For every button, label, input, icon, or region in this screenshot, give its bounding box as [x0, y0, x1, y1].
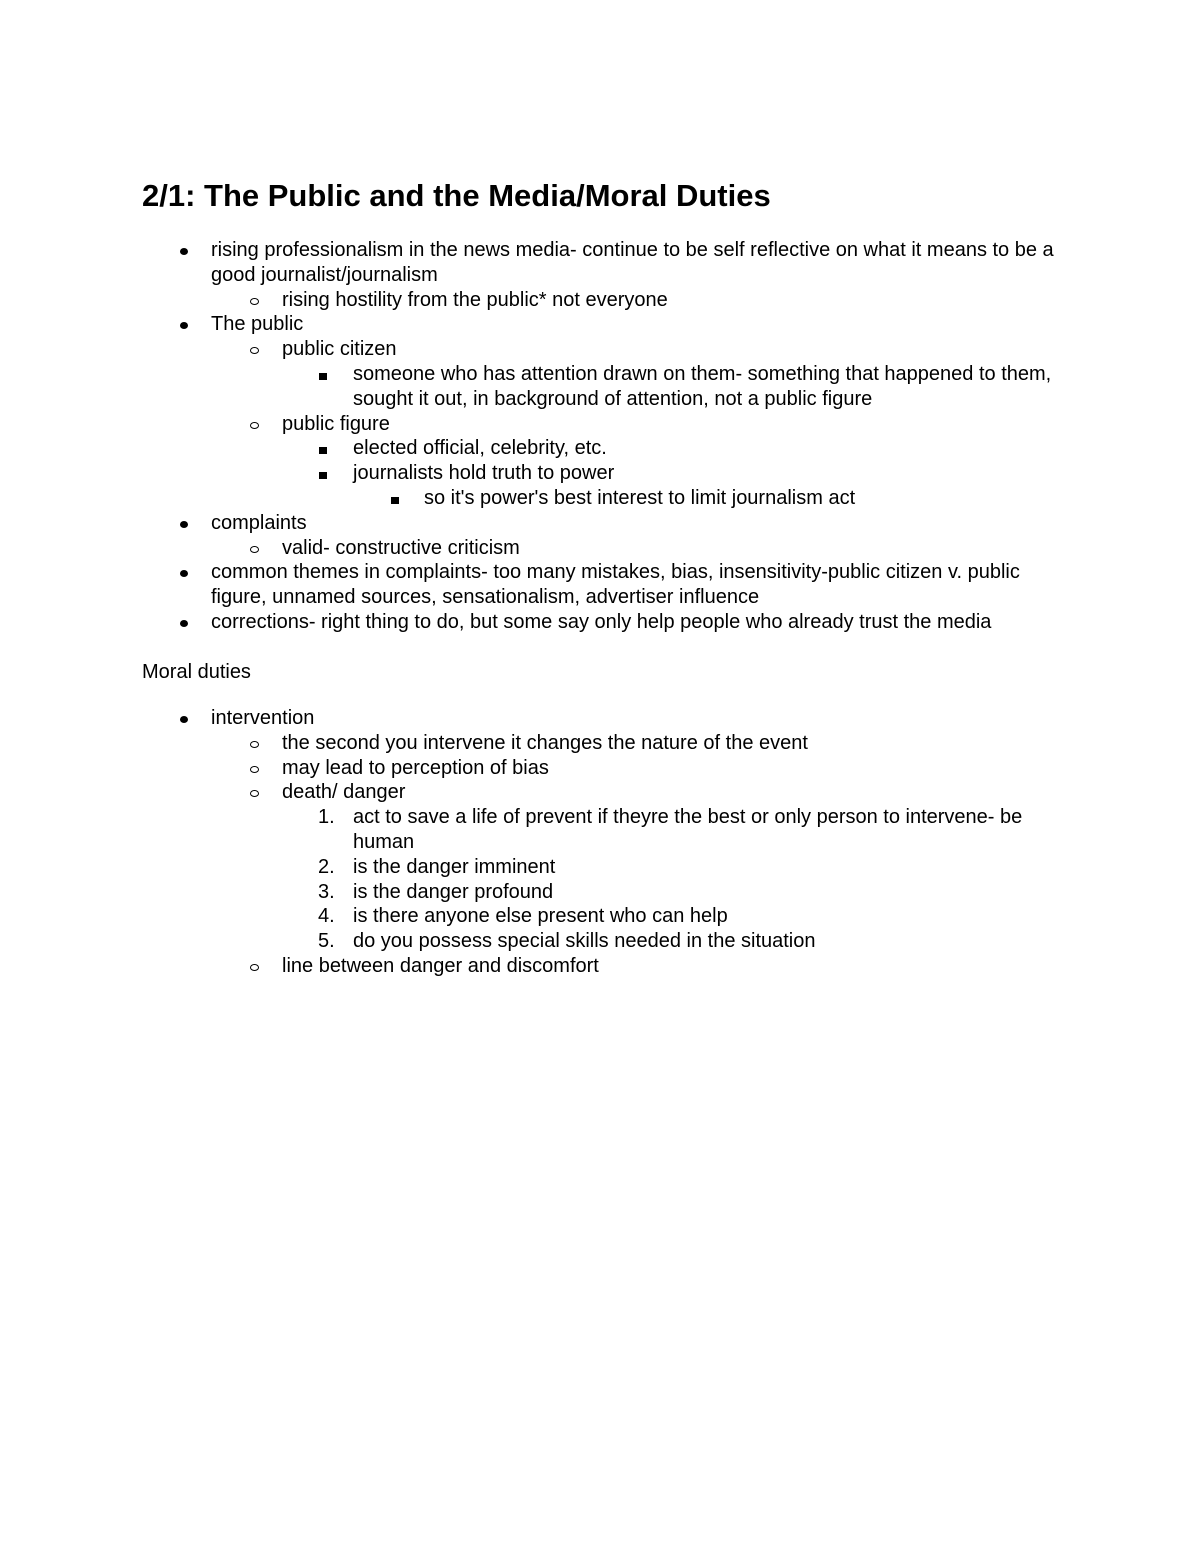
- notes-list-moral-duties: [0, 706, 1200, 979]
- bullet-disc-icon: [180, 560, 192, 585]
- list-item-text: corrections- right thing to do, but some say only help people who already trust the media: [211, 610, 992, 633]
- bullet-disc-icon: [180, 706, 192, 731]
- list-item: [0, 362, 1053, 412]
- list-item: [0, 238, 1061, 288]
- list-item: [0, 731, 1062, 756]
- list-item-text: public figure: [282, 412, 390, 435]
- list-item: [0, 780, 1062, 805]
- list-item-text: so it's power's best interest to limit journalism act: [424, 486, 856, 509]
- bullet-circle-icon: [250, 954, 262, 979]
- list-item: [0, 706, 1061, 731]
- notes-list-public: [0, 238, 1200, 635]
- bullet-circle-icon: [250, 780, 262, 805]
- list-item: [0, 288, 1062, 313]
- list-item-text: public citizen: [282, 338, 397, 361]
- list-item-text: is there anyone else present who can help: [353, 905, 728, 928]
- list-item: [0, 511, 1061, 536]
- bullet-square-icon: [319, 362, 331, 387]
- numbered-item: [0, 855, 1053, 880]
- list-item-text: may lead to perception of bias: [282, 756, 549, 779]
- list-item-text: line between danger and discomfort: [282, 954, 599, 977]
- numbered-item: [0, 805, 1053, 855]
- list-item-text: complaints: [211, 511, 307, 534]
- section-heading-moral-duties: Moral duties: [142, 661, 251, 683]
- bullet-square-icon: [319, 461, 331, 486]
- numbered-item: [0, 929, 1053, 954]
- list-item-text: elected official, celebrity, etc.: [353, 437, 607, 460]
- bullet-circle-icon: [250, 731, 262, 756]
- list-item-text: valid- constructive criticism: [282, 536, 520, 559]
- list-item-text: is the danger profound: [353, 880, 554, 903]
- list-item: [0, 412, 1062, 437]
- list-item-text: intervention: [211, 707, 315, 729]
- list-item: [0, 337, 1062, 362]
- item-number: 1.: [318, 806, 335, 829]
- bullet-disc-icon: [180, 238, 192, 263]
- item-number: 2.: [318, 855, 335, 878]
- bullet-square-icon: [319, 436, 331, 461]
- list-item-text: someone who has attention drawn on them- something that happened to them, sought it out, in background of attention, not a public figure: [353, 362, 1052, 410]
- bullet-circle-icon: [250, 288, 262, 313]
- list-item-text: death/ danger: [282, 781, 406, 804]
- list-item-text: rising professionalism in the news media- continue to be self reflective on what it means to be a good journalist/journalism: [211, 239, 1054, 286]
- item-number: 5.: [318, 930, 335, 953]
- bullet-circle-icon: [250, 337, 262, 362]
- list-item: [0, 536, 1062, 561]
- list-item: [0, 486, 1064, 511]
- bullet-square-icon: [391, 486, 403, 511]
- item-number: 4.: [318, 905, 335, 928]
- bullet-disc-icon: [180, 511, 192, 536]
- list-item-text: do you possess special skills needed in the situation: [353, 930, 816, 953]
- numbered-item: [0, 880, 1053, 905]
- list-item-text: common themes in complaints- too many mistakes, bias, insensitivity-public citizen v. public figure, unnamed sources, sensationalism, advertiser influence: [211, 561, 1020, 609]
- page-title: 2/1: The Public and the Media/Moral Duties: [142, 178, 771, 213]
- numbered-item: [0, 904, 1053, 929]
- list-item: [0, 954, 1062, 979]
- list-item-text: is the danger imminent: [353, 855, 556, 878]
- list-item-text: the second you intervene it changes the nature of the event: [282, 731, 808, 754]
- bullet-circle-icon: [250, 412, 262, 437]
- bullet-circle-icon: [250, 536, 262, 561]
- bullet-disc-icon: [180, 610, 192, 635]
- item-number: 3.: [318, 880, 335, 903]
- list-item: [0, 560, 1061, 610]
- list-item: [0, 312, 1061, 337]
- list-item: [0, 461, 1053, 486]
- list-item: [0, 436, 1053, 461]
- list-item-text: act to save a life of prevent if theyre the best or only person to intervene- be human: [353, 806, 1023, 853]
- list-item-text: The public: [211, 313, 304, 336]
- list-item-text: rising hostility from the public* not everyone: [282, 288, 668, 311]
- bullet-circle-icon: [250, 756, 262, 781]
- list-item: [0, 756, 1062, 781]
- bullet-disc-icon: [180, 312, 192, 337]
- list-item-text: journalists hold truth to power: [353, 462, 615, 485]
- list-item: [0, 610, 1061, 635]
